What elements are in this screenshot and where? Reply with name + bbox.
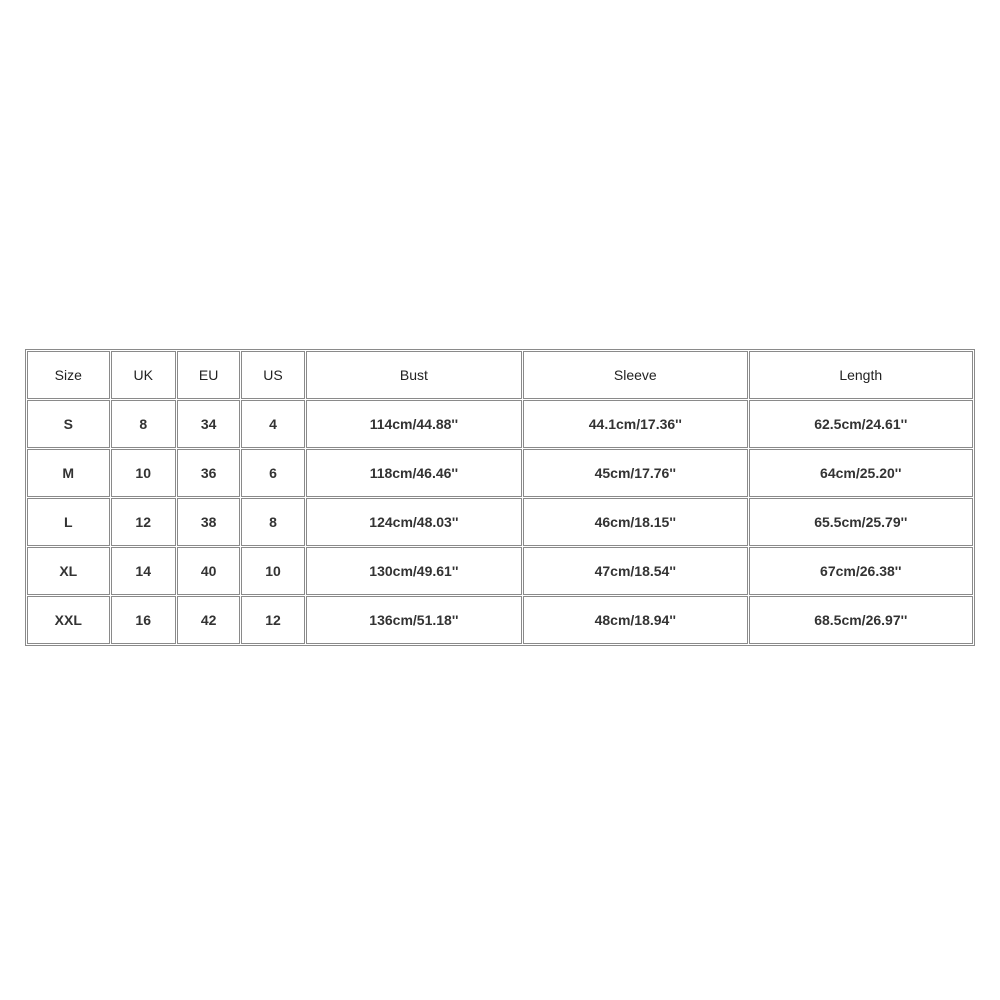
cell-us: 6 xyxy=(241,449,304,497)
cell-sleeve: 48cm/18.94'' xyxy=(523,596,747,644)
table-row xyxy=(27,400,973,448)
cell-length: 65.5cm/25.79'' xyxy=(749,498,974,546)
cell-uk: 16 xyxy=(111,596,176,644)
cell-eu: 34 xyxy=(177,400,240,448)
table-row xyxy=(27,449,973,497)
cell-size: XXL xyxy=(27,596,110,644)
cell-size: XL xyxy=(27,547,110,595)
cell-bust: 124cm/48.03'' xyxy=(306,498,522,546)
cell-bust: 130cm/49.61'' xyxy=(306,547,522,595)
cell-length: 68.5cm/26.97'' xyxy=(749,596,974,644)
cell-uk: 10 xyxy=(111,449,176,497)
size-chart-table xyxy=(25,349,975,646)
cell-eu: 40 xyxy=(177,547,240,595)
table-header-row xyxy=(27,351,973,399)
table-row xyxy=(27,498,973,546)
cell-bust: 118cm/46.46'' xyxy=(306,449,522,497)
cell-length: 67cm/26.38'' xyxy=(749,547,974,595)
header-us: US xyxy=(241,351,304,399)
cell-size: S xyxy=(27,400,110,448)
cell-eu: 36 xyxy=(177,449,240,497)
cell-bust: 136cm/51.18'' xyxy=(306,596,522,644)
cell-length: 62.5cm/24.61'' xyxy=(749,400,974,448)
cell-length: 64cm/25.20'' xyxy=(749,449,974,497)
cell-us: 12 xyxy=(241,596,304,644)
header-sleeve: Sleeve xyxy=(523,351,747,399)
cell-uk: 8 xyxy=(111,400,176,448)
header-uk: UK xyxy=(111,351,176,399)
cell-us: 8 xyxy=(241,498,304,546)
cell-bust: 114cm/44.88'' xyxy=(306,400,522,448)
table-row xyxy=(27,547,973,595)
header-length: Length xyxy=(749,351,974,399)
cell-uk: 12 xyxy=(111,498,176,546)
cell-eu: 38 xyxy=(177,498,240,546)
header-eu: EU xyxy=(177,351,240,399)
header-size: Size xyxy=(27,351,110,399)
cell-sleeve: 44.1cm/17.36'' xyxy=(523,400,747,448)
cell-us: 10 xyxy=(241,547,304,595)
cell-sleeve: 46cm/18.15'' xyxy=(523,498,747,546)
header-bust: Bust xyxy=(306,351,522,399)
cell-size: L xyxy=(27,498,110,546)
table-row xyxy=(27,596,973,644)
cell-sleeve: 45cm/17.76'' xyxy=(523,449,747,497)
cell-eu: 42 xyxy=(177,596,240,644)
cell-sleeve: 47cm/18.54'' xyxy=(523,547,747,595)
cell-size: M xyxy=(27,449,110,497)
cell-us: 4 xyxy=(241,400,304,448)
cell-uk: 14 xyxy=(111,547,176,595)
